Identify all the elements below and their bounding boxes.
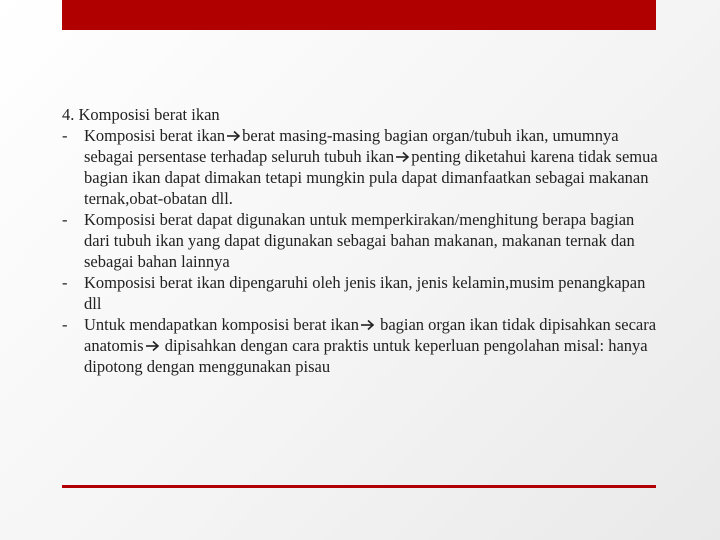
bullet-text: Komposisi berat ikan dipengaruhi oleh jenis ikan, jenis kelamin,musim penangkapan dll <box>84 273 646 313</box>
bullet-marker: - <box>62 210 68 229</box>
bullet-list <box>62 125 662 377</box>
arrow-right-icon <box>226 130 241 142</box>
bullet-marker: - <box>62 273 68 292</box>
arrow-right-icon <box>395 151 410 163</box>
arrow-right-icon <box>360 319 375 331</box>
bullet-item <box>62 125 662 209</box>
bullet-marker: - <box>62 315 68 334</box>
bullet-marker: - <box>62 126 68 145</box>
arrow-right-icon <box>145 340 160 352</box>
bottom-accent-line <box>62 485 656 488</box>
bullet-item <box>62 272 662 314</box>
bullet-text: Untuk mendapatkan komposisi berat ikan bagian organ ikan tidak dipisahkan secara anatomis dipisahkan dengan cara praktis untuk keperluan pengolahan misal: hanya dipotong dengan menggunakan pisau <box>84 315 657 376</box>
bullet-item <box>62 314 662 377</box>
bullet-text: Komposisi berat ikan berat masing-masing bagian organ/tubuh ikan, umumnya sebagai persentase terhadap seluruh tubuh ikan penting diketahui karena tidak semua bagian ikan dapat dimakan tetapi mungkin pula dapat dimanfaatkan sebagai makanan ternak,obat-obatan dll. <box>84 126 658 208</box>
top-accent-bar <box>62 0 656 30</box>
bullet-item <box>62 209 662 272</box>
slide-body <box>62 104 662 377</box>
section-heading: 4. Komposisi berat ikan <box>62 105 220 124</box>
bullet-text: Komposisi berat dapat digunakan untuk memperkirakan/menghitung berapa bagian dari tubuh ikan yang dapat digunakan sebagai bahan makanan, makanan ternak dan sebagai bahan lainnya <box>84 210 635 271</box>
